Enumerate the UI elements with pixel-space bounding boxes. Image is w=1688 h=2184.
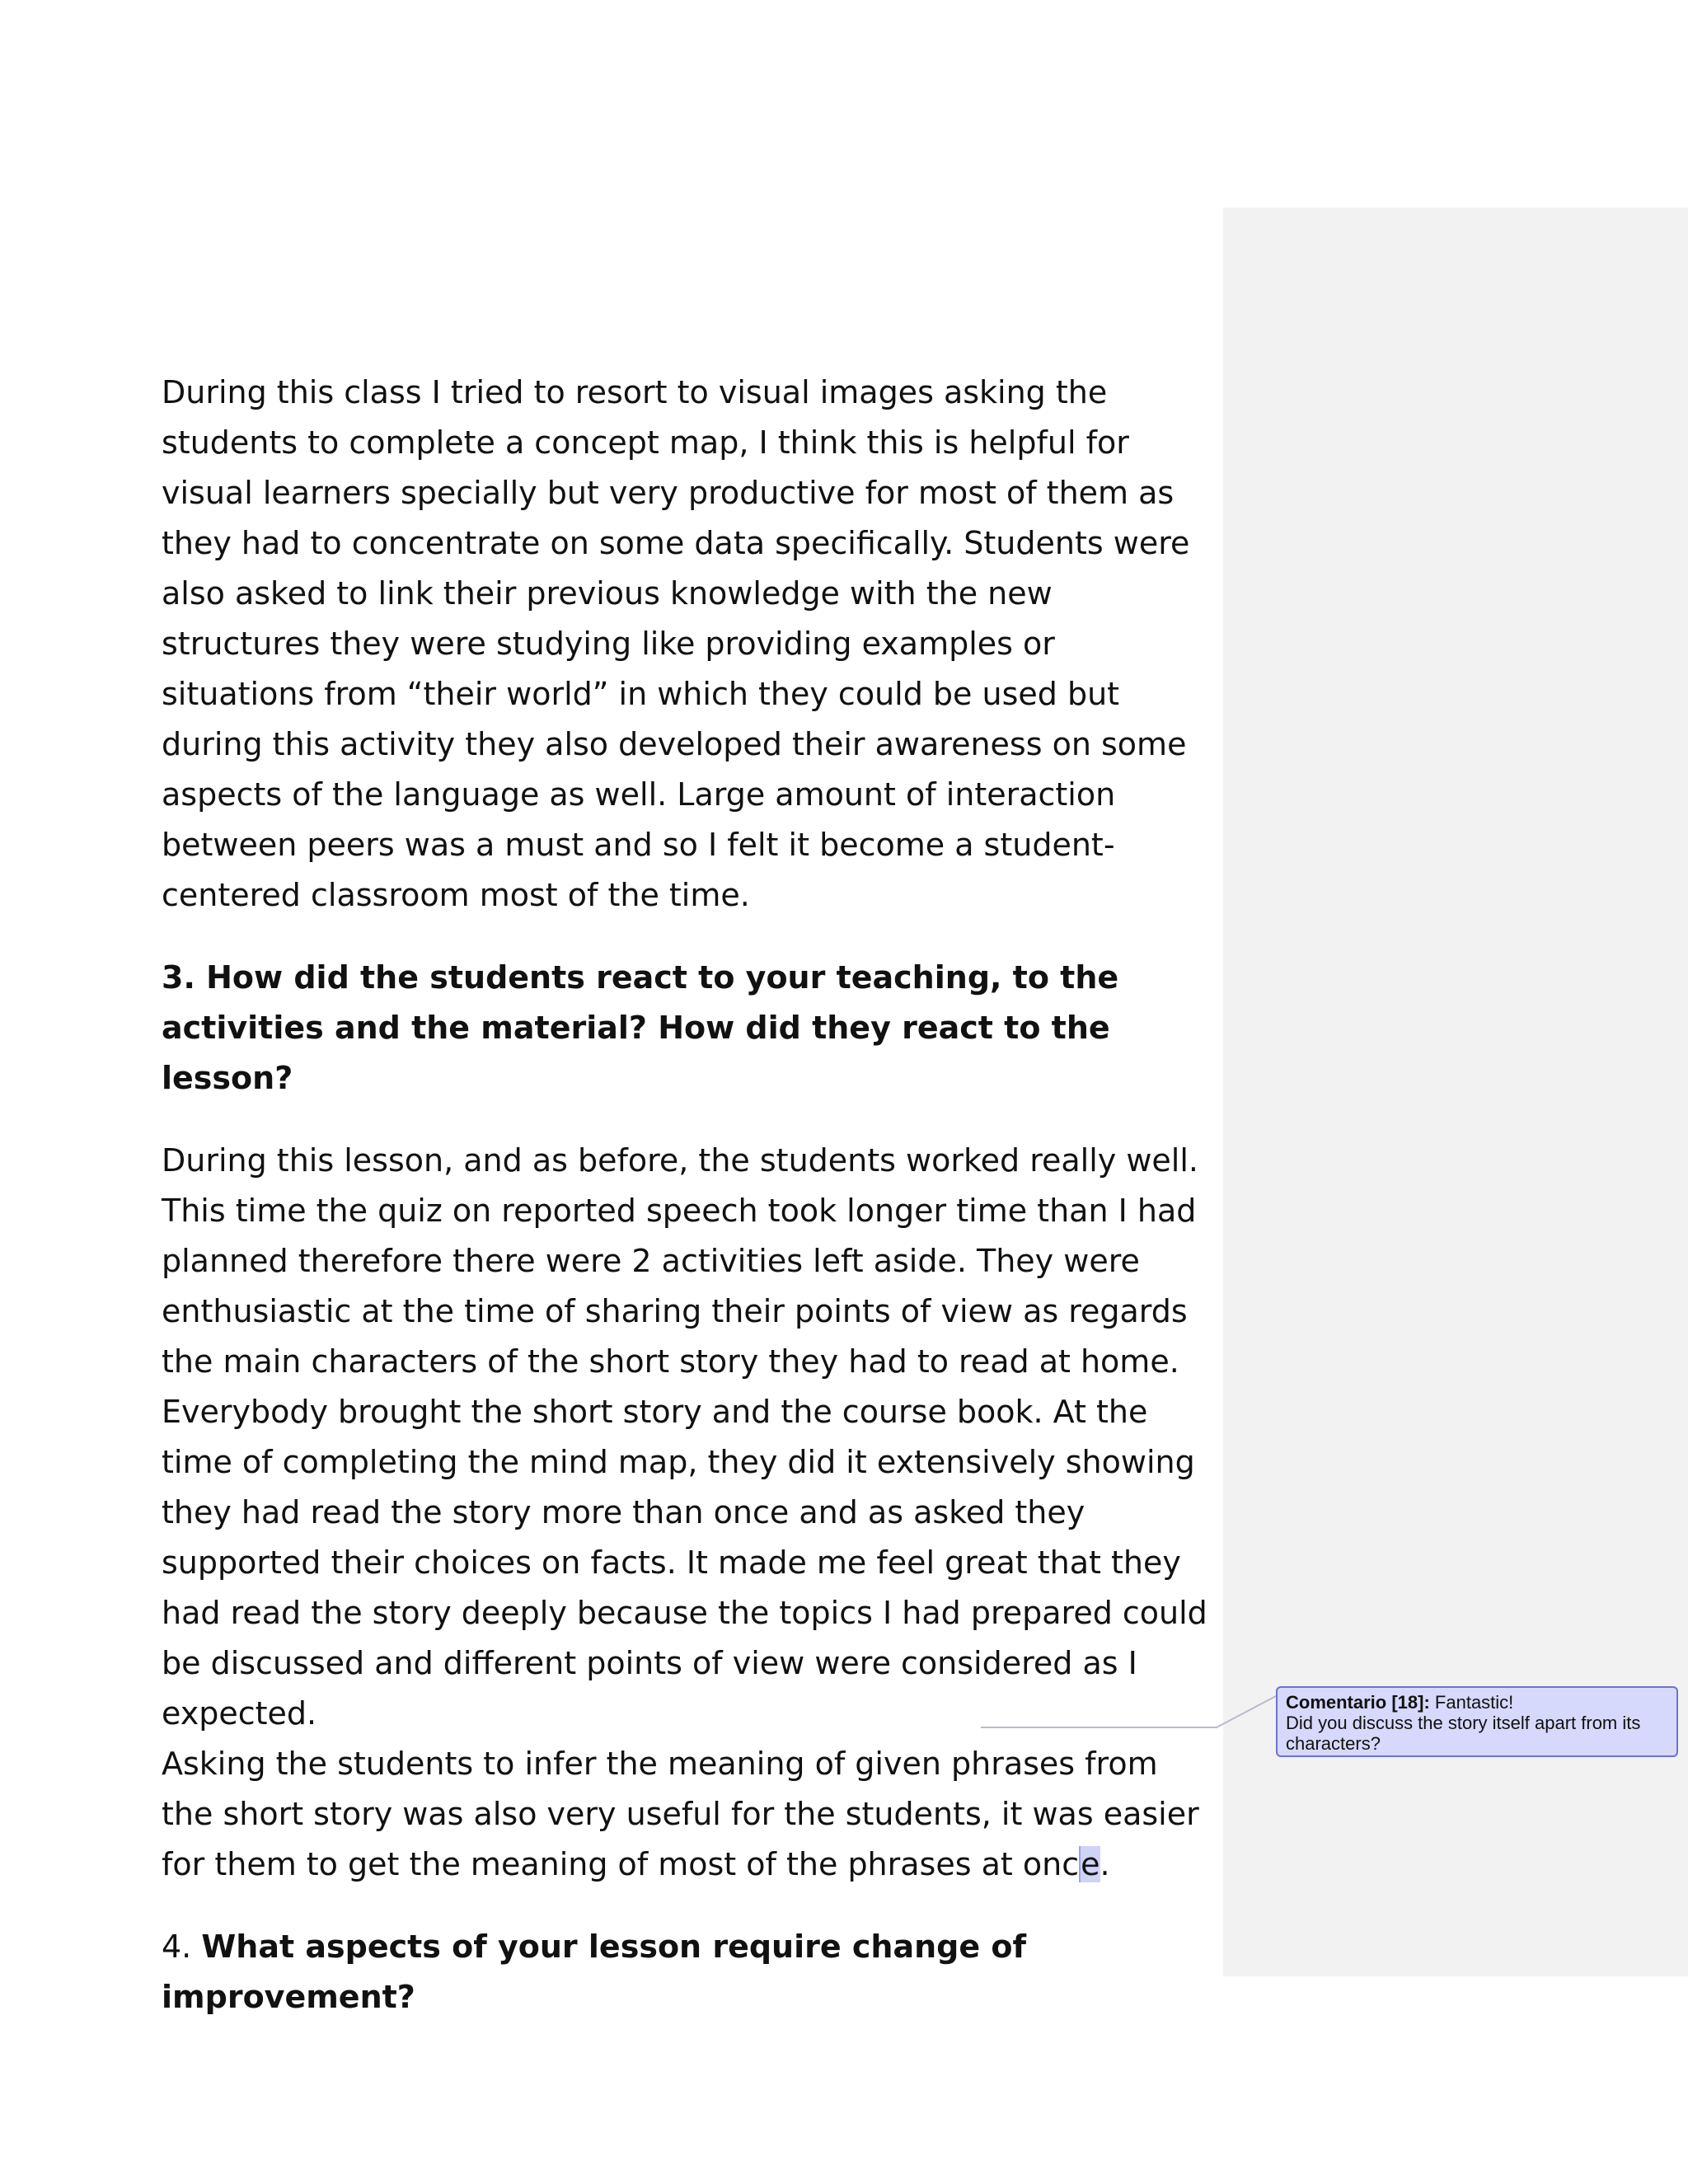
document-body[interactable] [162, 368, 1217, 2022]
paragraph-3 [162, 1739, 1217, 1890]
comment-balloon[interactable] [1276, 1686, 1678, 1757]
paragraph-1: During this class I tried to resort to visual images asking the students to complete a concept map, I think this is helpful for visual learners specially but very productive for most of them as they had to concentrate on some data specifically. Students were also asked to link their previous knowledge with the new structures they were studying like providing examples or situations from “their world” in which they could be used but during this activity they also developed their awareness on some aspects of the language as well. Large amount of interaction between peers was a must and so I felt it become a student- centered classroom most of the time. [162, 374, 1190, 913]
heading-4-number: 4. [162, 1929, 192, 1965]
heading-question-4 [162, 1922, 1217, 2022]
paragraph-3-end: . [1100, 1846, 1110, 1882]
heading-question-3: 3. How did the students react to your teaching, to the activities and the material? How did they react to the lesson? [162, 959, 1119, 1096]
paragraph-2: During this lesson, and as before, the students worked really well. This time the quiz on reported speech took longer time than I had planned therefore there were 2 activities left aside. They were enthusiastic at the time of sharing their points of view as regards the main characters of the short story they had to read at home. Everybody brought the short story and the course book. At the time of completing the mind map, they did it extensively showing they had read the story more than once and as asked they supported their choices on facts. It made me feel great that they had read the story deeply because the topics I had prepared could be discussed and different points of view were considered as I expected. [162, 1142, 1207, 1732]
comment-label: Comentario [18]: [1286, 1692, 1430, 1713]
heading-4-text: What aspects of your lesson require change of improvement? [162, 1929, 1026, 2015]
paragraph-3-text: Asking the students to infer the meaning of given phrases from the short story was also very useful for the students, it was easier for them to get the meaning of most of the phrases at onc [162, 1746, 1199, 1882]
comment-text-first: Fantastic! [1434, 1692, 1514, 1713]
comment-anchor-highlight[interactable]: e [1081, 1846, 1100, 1882]
comment-text-rest: Did you discuss the story itself apart from its characters? [1286, 1713, 1641, 1754]
